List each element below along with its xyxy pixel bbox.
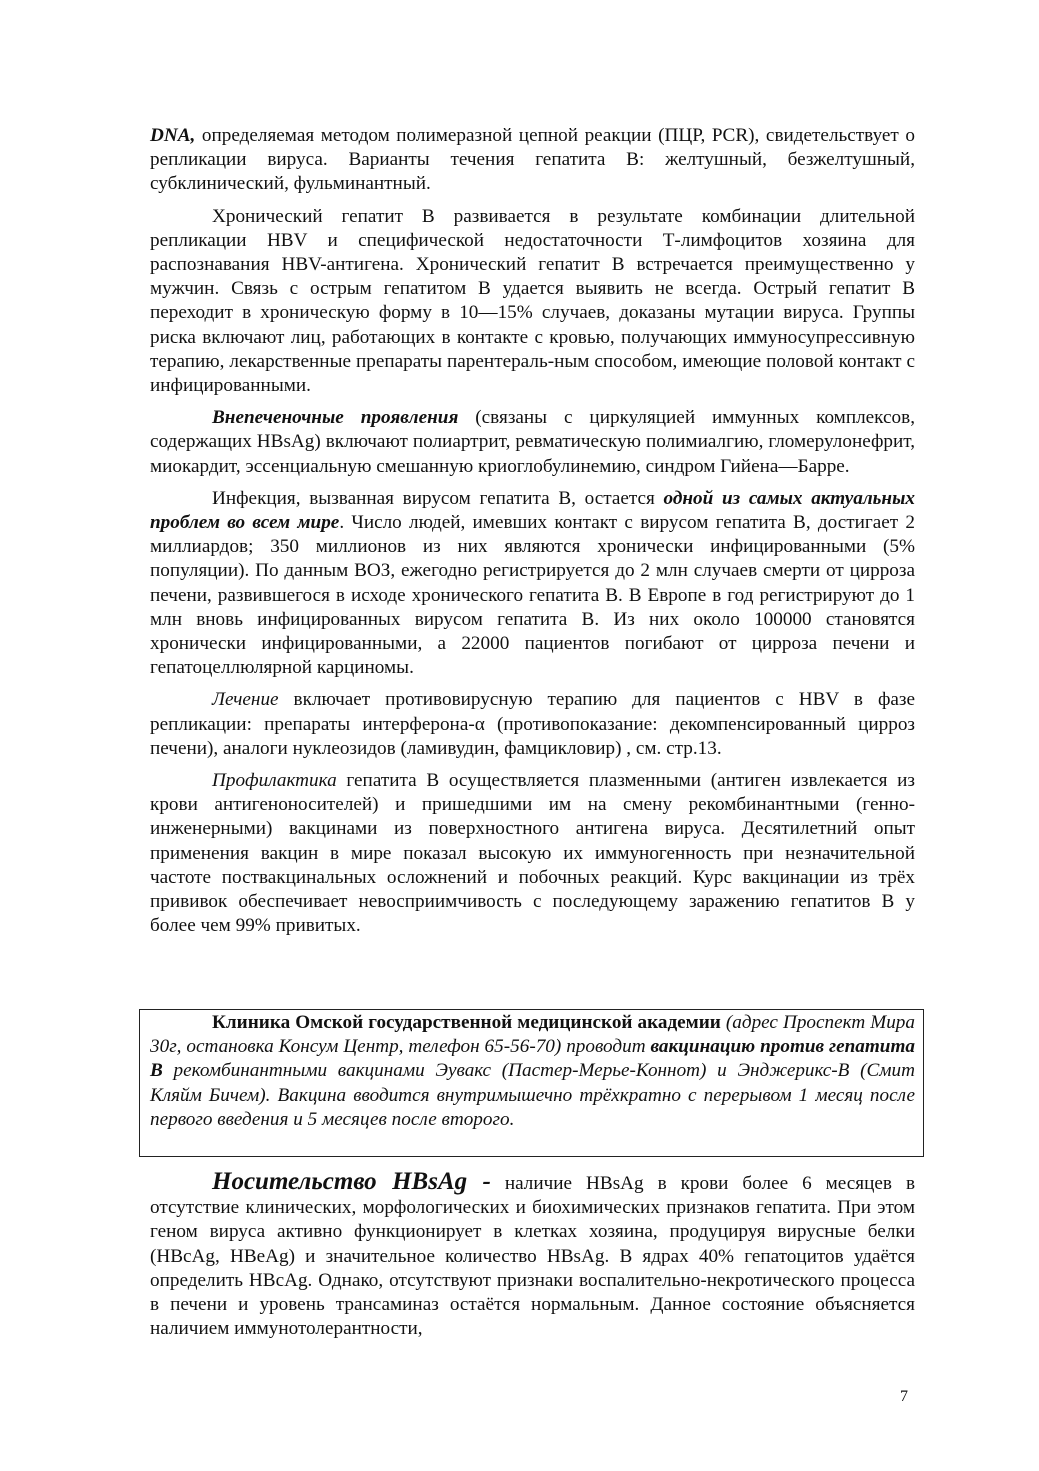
epidemiology-emphasis: одной из самых актуальных проблем во всем мире: [150, 487, 915, 534]
paragraph-prophylaxis: [150, 769, 915, 938]
clinic-rest: рекомбинантными вакцинами Эувакс (Пастер-Мерье-Коннот) и Энджерикс-В (Смит Кляйм Бичем). Вакцина вводится внутримышечно трёхкратно с перерывом 1 месяц после первого введения и 5 месяцев после второго.: [150, 1060, 915, 1130]
paragraph-epidemiology: [150, 487, 915, 681]
paragraph-carrier: [150, 1170, 915, 1341]
paragraph-dna: [150, 124, 915, 197]
paragraph-chronic-hepatitis: Хронический гепатит В развивается в результате комбинации длительной репликации HBV и специфической недостаточности Т-лимфоцитов хозяина для распознавания HBV-антигена. Хронический гепатит В встречается преимущественно у мужчин. Связь с острым гепатитом В удается выявить не всегда. Острый гепатит В переходит в хроническую форму в 10—15% случаев, доказаны мутации вируса. Группы риска включают лиц, работающих в контакте с кровью, получающих иммуносупрессивную терапию, лекарственные препараты парентераль-ным способом, имеющие половой контакт с инфицированными.: [150, 205, 915, 397]
term-extrahepatic: Внепеченочные проявления: [212, 407, 459, 429]
paragraph-prophylaxis-text: гепатита В осуществляется плазменными (антиген извлекается из крови антигеноносителей) и пришедшими им на смену рекомбинантными (генно-инженерными) вакцинами из поверхностного антигена вируса. Десятилетний опыт применения вакцин в мире показал высокую их иммуногенность при незначительной частоте поствакцинальных осложнений и побочных реакций. Курс вакцинации из трёх прививок обеспечивает невосприимчивость с последующему заражению гепатитов В у более чем 99% привитых.: [150, 770, 915, 937]
carrier-text: наличие HBsAg в крови более 6 месяцев в отсутствие клинических, морфологических и биохимических признаков гепатита. При этом геном вируса активно функционирует в клетках хозяина, продуцируя вирусные белки (HBcAg, HBeAg) и значительное количество HBsAg. В ядрах 40% гепатоцитов удаётся определить HBcAg. Однако, отсутствуют признаки воспалительно-некротического процесса в печени и уровень трансаминаз остаётся нормальным. Данное состояние объясняется наличием иммунотолерантности,: [150, 1173, 915, 1340]
page-number: 7: [900, 1388, 908, 1405]
clinic-action: вакцинацию против гепатита В: [150, 1036, 915, 1082]
paragraph-extrahepatic: [150, 406, 915, 479]
clinic-name: Клиника Омской государственной медицинской академии: [212, 1012, 721, 1033]
term-dna: DNA,: [150, 125, 196, 146]
epidemiology-post: . Число людей, имевших контакт с вирусом гепатита В, достигает 2 миллиардов; 350 миллионов из них являются хронически инфицированными (5% популяции). По данным ВОЗ, ежегодно регистрируется до 2 млн случаев смерти от цирроза печени, развившегося в исходе хронического гепатита В. В Европе в год регистрируют до 1 млн вновь инфицированных вирусом гепатита В. Из них около 100000 становятся хронически инфицированными, а 22000 пациентов погибают от цирроза печени и гепатоцеллюлярной карциномы.: [150, 512, 915, 679]
term-treatment: Лечение: [212, 689, 279, 711]
carrier-heading: Носительство HBsAg -: [212, 1168, 491, 1195]
paragraph-dna-text: определяемая методом полимеразной цепной реакции (ПЦР, PCR), свидетельствует о репликации вируса. Варианты течения гепатита В: желтушный, безжелтушный, субклинический, фульминантный.: [150, 125, 915, 195]
page-body: [150, 124, 915, 947]
paragraph-treatment-text: включает противовирусную терапию для пациентов с HBV в фазе репликации: препараты интерферона-α (противопоказание: декомпенсированный цирроз печени), аналоги нуклеозидов (ламивудин, фамцикловир) , см. стр.13.: [150, 689, 915, 759]
paragraph-extrahepatic-text: (связаны с циркуляцией иммунных комплексов, содержащих HBsAg) включают полиартрит, ревматическую полимиалгию, гломерулонефрит, миокардит, эссенциальную смешанную криоглобулинемию, синдром Гийена—Барре.: [150, 407, 915, 477]
term-prophylaxis: Профилактика: [212, 770, 337, 792]
clinic-notice: [150, 1011, 915, 1132]
paragraph-treatment: [150, 688, 915, 761]
epidemiology-pre: Инфекция, вызванная вирусом гепатита В, остается: [212, 487, 664, 509]
clinic-address: (адрес Проспект Мира 30г, остановка Консум Центр, телефон 65-56-70) проводит: [150, 1012, 915, 1058]
